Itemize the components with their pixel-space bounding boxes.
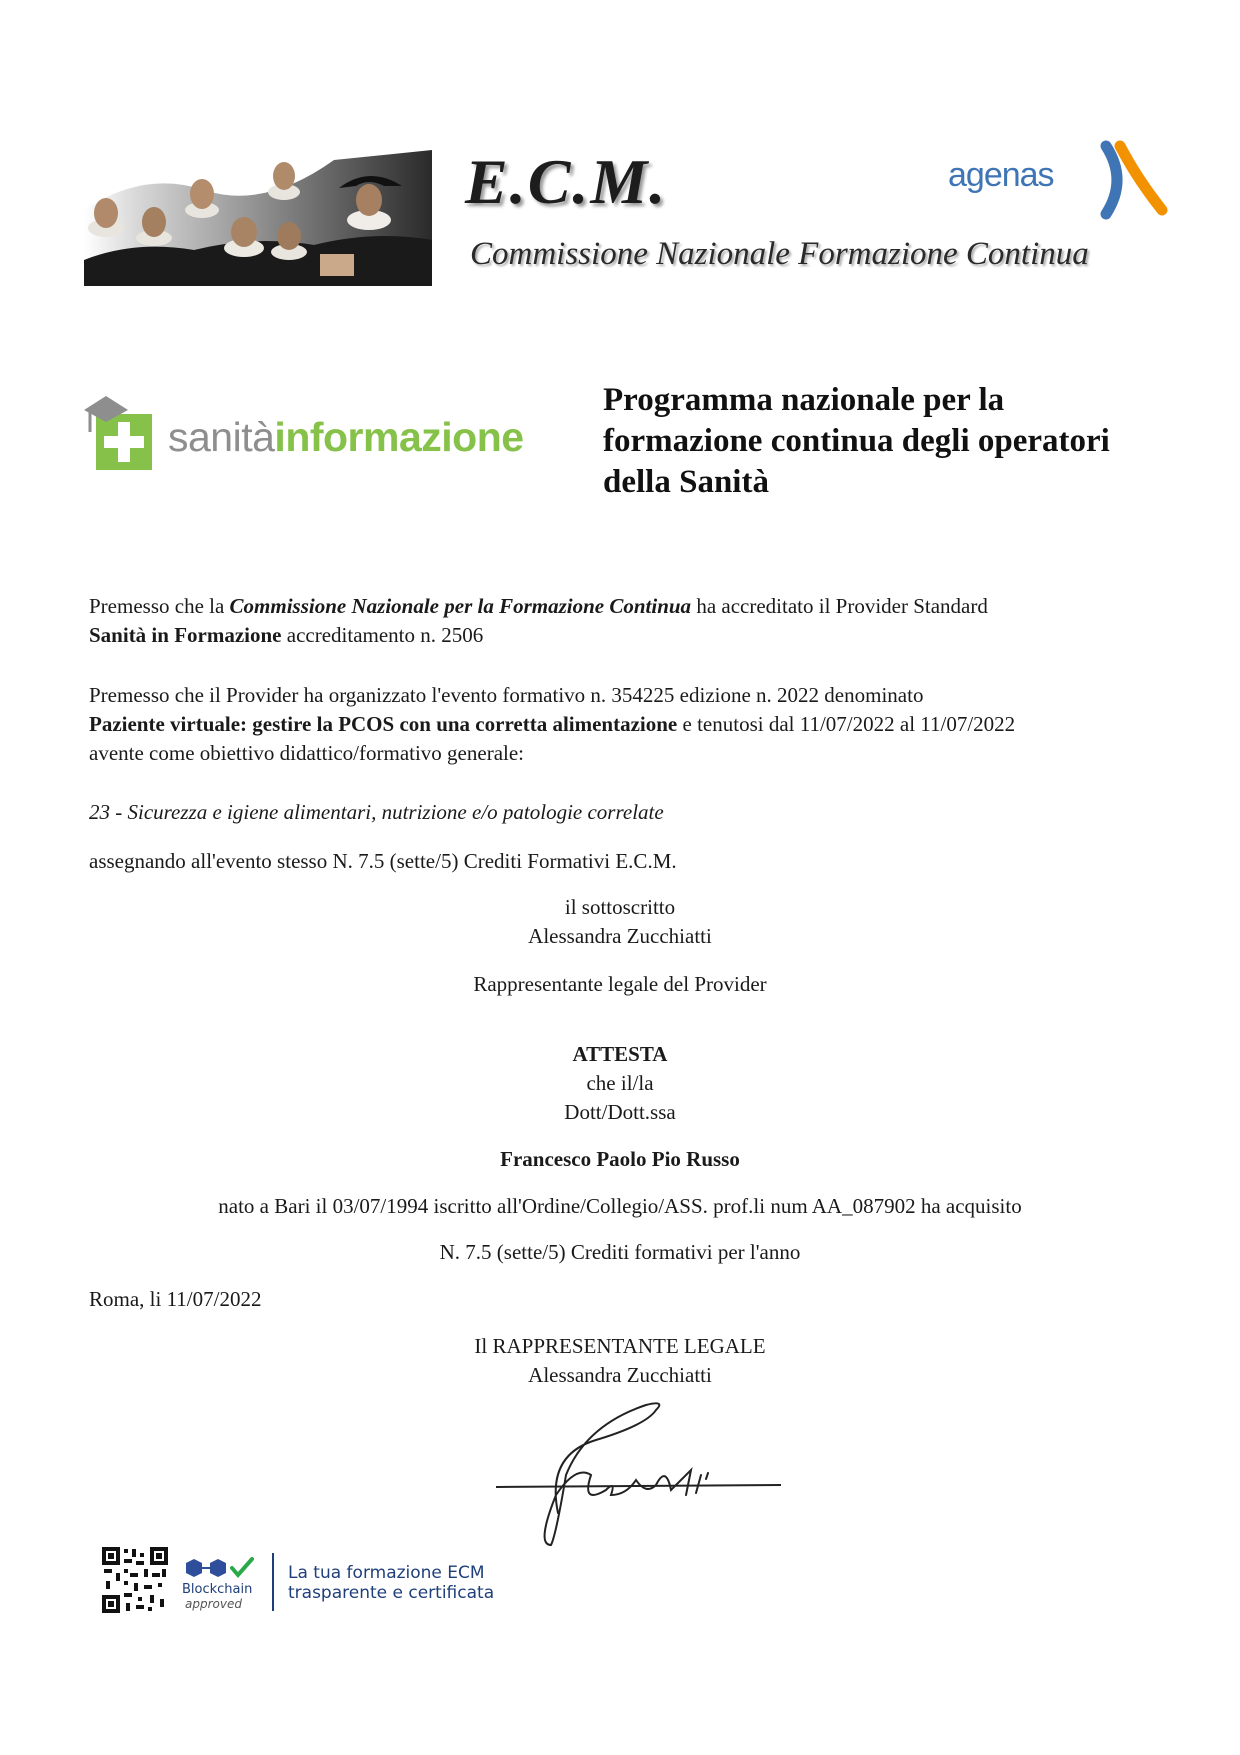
blockchain-tagline-line2: trasparente e certificata: [288, 1583, 495, 1603]
program-title-line: della Sanità: [603, 464, 769, 500]
legal-rep-name: Alessandra Zucchiatti: [528, 1363, 712, 1387]
blockchain-label: Blockchain: [182, 1582, 253, 1597]
divider: [272, 1553, 274, 1611]
medical-cross-cap-icon: [84, 392, 164, 472]
agenas-mark-icon: [1098, 140, 1168, 220]
anatomy-lesson-painting: [84, 150, 432, 286]
signatory-intro: il sottoscritto: [564, 895, 676, 919]
attest-line2: Dott/Dott.ssa: [564, 1100, 676, 1124]
credits-acquired: N. 7.5 (sette/5) Crediti formativi per l'anno: [439, 1240, 801, 1264]
accreditation-number: accreditamento n. 2506: [281, 623, 484, 647]
participant-birth-info: nato a Bari il 03/07/1994 iscritto all'Ordine/Collegio/ASS. prof.li num AA_087902 ha acquisito: [218, 1194, 1022, 1218]
accreditation-paragraph: [89, 592, 1169, 650]
blockchain-approved-label: approved: [185, 1597, 242, 1611]
provider-logo-text: [168, 414, 524, 461]
handwritten-signature: [496, 1395, 786, 1555]
provider-logo-part1: sanità: [168, 414, 275, 460]
event-objective-intro: avente come obiettivo didattico/formativo generale:: [89, 741, 525, 765]
provider-logo-part2: informazione: [274, 414, 524, 460]
sanita-informazione-logo: [84, 392, 544, 472]
blockchain-badge: [100, 1545, 520, 1625]
event-intro: Premesso che il Provider ha organizzato l'evento formativo n. 354225 edizione n. 2022 denominato: [89, 683, 924, 707]
provider-name: Sanità in Formazione: [89, 623, 282, 647]
blockchain-cubes-icon: [184, 1555, 264, 1581]
event-dates: e tenutosi dal 11/07/2022 al 11/07/2022: [677, 712, 1016, 736]
credits-assigned: assegnando all'evento stesso N. 7.5 (sette/5) Crediti Formativi E.C.M.: [89, 849, 677, 873]
program-title-line: Programma nazionale per la: [603, 382, 1005, 418]
attest-heading: ATTESTA: [572, 1042, 668, 1066]
commission-name: Commissione Nazionale per la Formazione Continua: [229, 594, 692, 618]
ecm-title: E.C.M.: [465, 146, 668, 217]
objective: 23 - Sicurezza e igiene alimentari, nutrizione e/o patologie correlate: [89, 800, 664, 824]
p1-text-after: ha accreditato il Provider Standard: [691, 594, 988, 618]
program-title: [603, 380, 1183, 503]
participant-name: Francesco Paolo Pio Russo: [500, 1147, 740, 1171]
attest-line1: che il/la: [586, 1071, 654, 1095]
event-title: Paziente virtuale: gestire la PCOS con una corretta alimentazione: [89, 712, 678, 736]
agenas-logo-text: agenas: [948, 156, 1054, 194]
signatory-name: Alessandra Zucchiatti: [528, 924, 712, 948]
signatory-role: Rappresentante legale del Provider: [473, 972, 767, 996]
ecm-subtitle: Commissione Nazionale Formazione Continua: [470, 236, 1089, 272]
agenas-logo: [948, 140, 1168, 220]
blockchain-tagline-line1: La tua formazione ECM: [288, 1563, 485, 1583]
program-title-line: formazione continua degli operatori: [603, 423, 1110, 459]
qr-code-icon: [100, 1545, 170, 1615]
event-paragraph: [89, 681, 1169, 768]
p1-text-before: Premesso che la: [89, 594, 230, 618]
legal-rep-title: Il RAPPRESENTANTE LEGALE: [474, 1334, 766, 1358]
place-date: Roma, li 11/07/2022: [89, 1287, 262, 1311]
